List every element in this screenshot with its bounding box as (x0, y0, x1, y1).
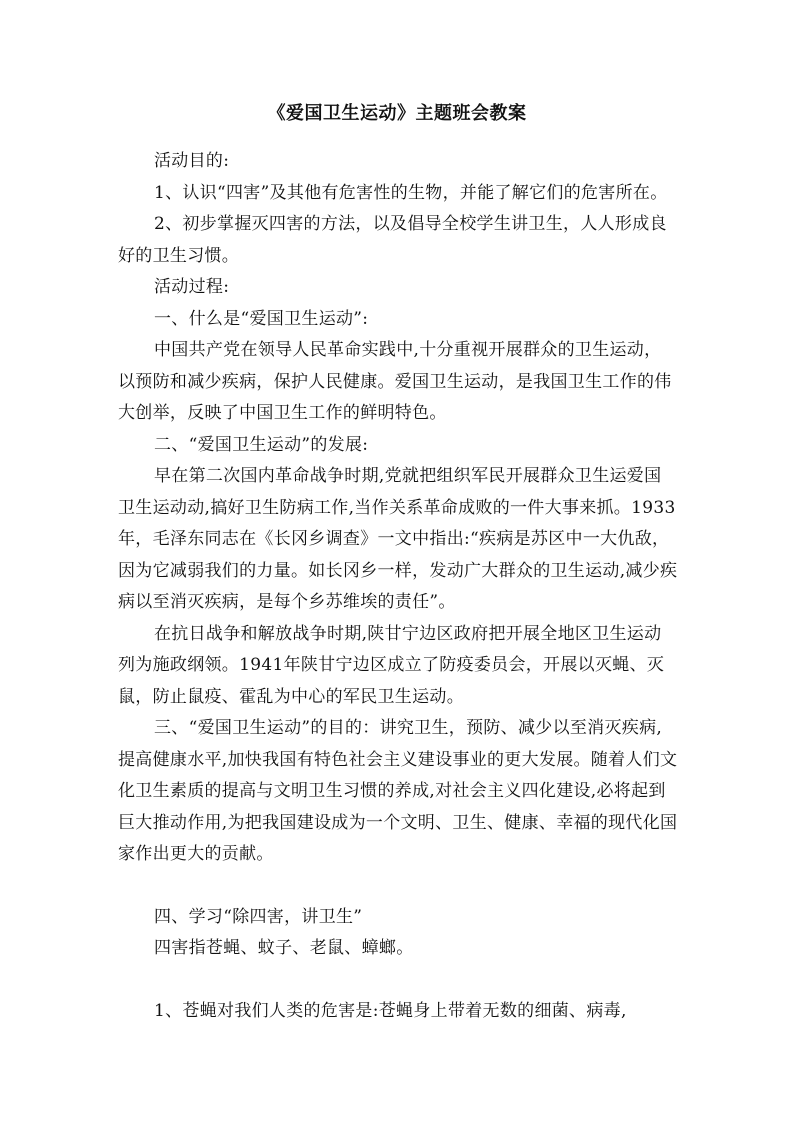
purpose-item-2: 2、初步掌握灭四害的方法，以及倡导全校学生讲卫生，人人形成良好的卫生习惯。 (118, 214, 667, 266)
document-body (118, 146, 678, 1027)
flies-harm-paragraph: 1、苍蝇对我们人类的危害是:苍蝇身上带着无数的细菌、病毒, (154, 1000, 627, 1021)
purpose-item-1: 1、认识“四害”及其他有危害性的生物，并能了解它们的危害所在。 (154, 182, 668, 203)
part-1-heading: 一、什么是“爱国卫生运动”: (154, 308, 369, 329)
part-4-heading: 四、学习“除四害，讲卫生” (154, 906, 363, 927)
part-2-heading: 二、“爱国卫生运动”的发展: (154, 434, 369, 455)
section-heading-purpose: 活动目的: (154, 151, 230, 171)
document-title: 《爱国卫生运动》主题班会教案 (267, 103, 527, 124)
part-2-paragraph-2: 在抗日战争和解放战争时期,陕甘宁边区政府把开展全地区卫生运动列为施政纲领。1941年陕甘宁边区成立了防疫委员会，开展以灭蝇、灭鼠，防止鼠疫、霍乱为中心的军民卫生运动。 (118, 623, 665, 707)
four-pests-definition: 四害指苍蝇、蚊子、老鼠、蟑螂。 (154, 938, 414, 958)
section-heading-process: 活动过程: (154, 277, 230, 297)
part-1-paragraph: 中国共产党在领导人民革命实践中,十分重视开展群众的卫生运动，以预防和减少疾病，保护人民健康。爱国卫生运动，是我国卫生工作的伟大创举，反映了中国卫生工作的鲜明特色。 (118, 340, 672, 423)
part-3-paragraph: 三、“爱国卫生运动”的目的：讲究卫生，预防、减少以至消灭疾病,提高健康水平,加快我国有特色社会主义建设事业的更大发展。随着人们文化卫生素质的提高与文明卫生习惯的养成,对社会主义四化建设,必将起到巨大推动作用,为把我国建设成为一个文明、卫生、健康、幸福的现代化国家作出更大的贡献。 (118, 718, 678, 864)
blank-line (118, 871, 678, 902)
part-2-paragraph-1: 早在第二次国内革命战争时期,党就把组织军民开展群众卫生运爱国卫生运动动,搞好卫生防病工作,当作关系革命成败的一件大事来抓。1933年，毛泽东同志在《长冈乡调查》一文中指出:“疾病是苏区中一大仇敌，因为它减弱我们的力量。如长冈乡一样，发动广大群众的卫生运动,减少疾病以至消灭疾病，是每个乡苏维埃的责任”。 (118, 466, 678, 612)
blank-line (118, 965, 678, 996)
